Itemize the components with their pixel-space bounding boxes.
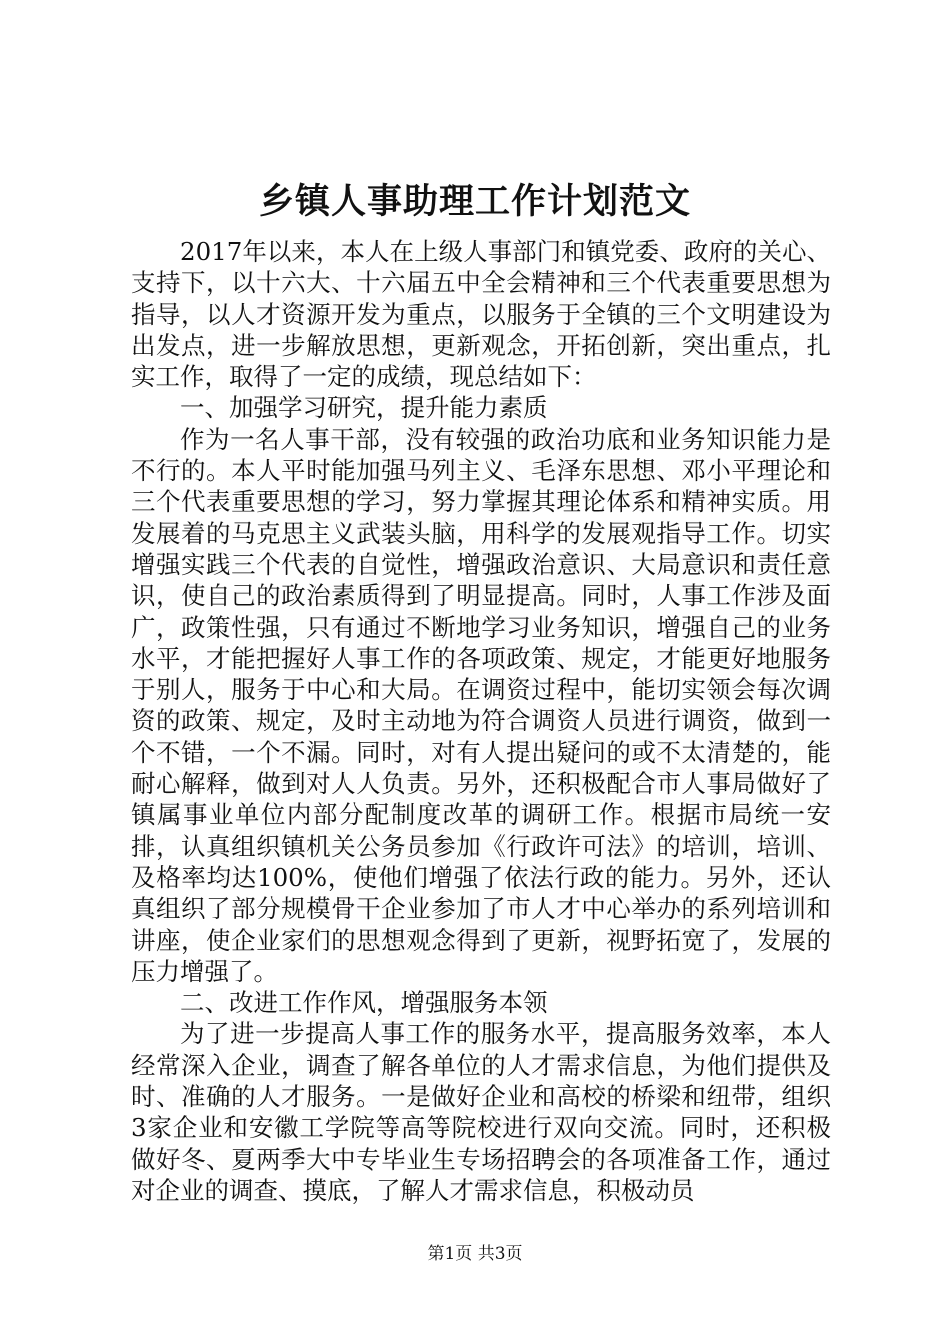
section-1-paragraph: 作为一名人事干部，没有较强的政治功底和业务知识能力是不行的。本人平时能加强马列主义、毛泽东思想、邓小平理论和三个代表重要思想的学习，努力掌握其理论体系和精神实质。用发展着的马克思主义武装头脑，用科学的发展观指导工作。切实增强实践三个代表的自觉性，增强政治意识、大局意识和责任意识，使自己的政治素质得到了明显提高。同时，人事工作涉及面广，政策性强，只有通过不断地学习业务知识，增强自己的业务水平，才能把握好人事工作的各项政策、规定，才能更好地服务于别人，服务于中心和大局。在调资过程中，能切实领会每次调资的政策、规定，及时主动地为符合调资人员进行调资，做到一个不错，一个不漏。同时，对有人提出疑问的或不太清楚的，能耐心解释，做到对人人负责。另外，还积极配合市人事局做好了镇属事业单位内部分配制度改革的调研工作。根据市局统一安排，认真组织镇机关公务员参加《行政许可法》的培训，培训、及格率均达100%，使他们增强了依法行政的能力。另外，还认真组织了部分规模骨干企业参加了市人才中心举办的系列培训和讲座，使企业家们的思想观念得到了更新，视野拓宽了，发展的压力增强了。	[131, 424, 831, 986]
section-heading-2: 二、改进工作作风，增强服务本领	[180, 988, 548, 1018]
document-body	[131, 236, 831, 1206]
section-2-paragraph: 为了进一步提高人事工作的服务水平，提高服务效率，本人经常深入企业，调查了解各单位的人才需求信息，为他们提供及时、准确的人才服务。一是做好企业和高校的桥梁和纽带，组织3家企业和安徽工学院等高等院校进行双向交流。同时，还积极做好冬、夏两季大中专毕业生专场招聘会的各项准备工作，通过对企业的调查、摸底，了解人才需求信息，积极动员	[131, 1019, 831, 1205]
document-title: 乡镇人事助理工作计划范文	[258, 181, 691, 222]
section-heading-1: 一、加强学习研究，提升能力素质	[180, 393, 548, 423]
page-footer: 第1页 共3页	[427, 1244, 523, 1264]
intro-paragraph: 2017年以来，本人在上级人事部门和镇党委、政府的关心、支持下，以十六大、十六届五中全会精神和三个代表重要思想为指导，以人才资源开发为重点，以服务于全镇的三个文明建设为出发点，进一步解放思想，更新观念，开拓创新，突出重点，扎实工作，取得了一定的成绩，现总结如下：	[131, 237, 831, 392]
